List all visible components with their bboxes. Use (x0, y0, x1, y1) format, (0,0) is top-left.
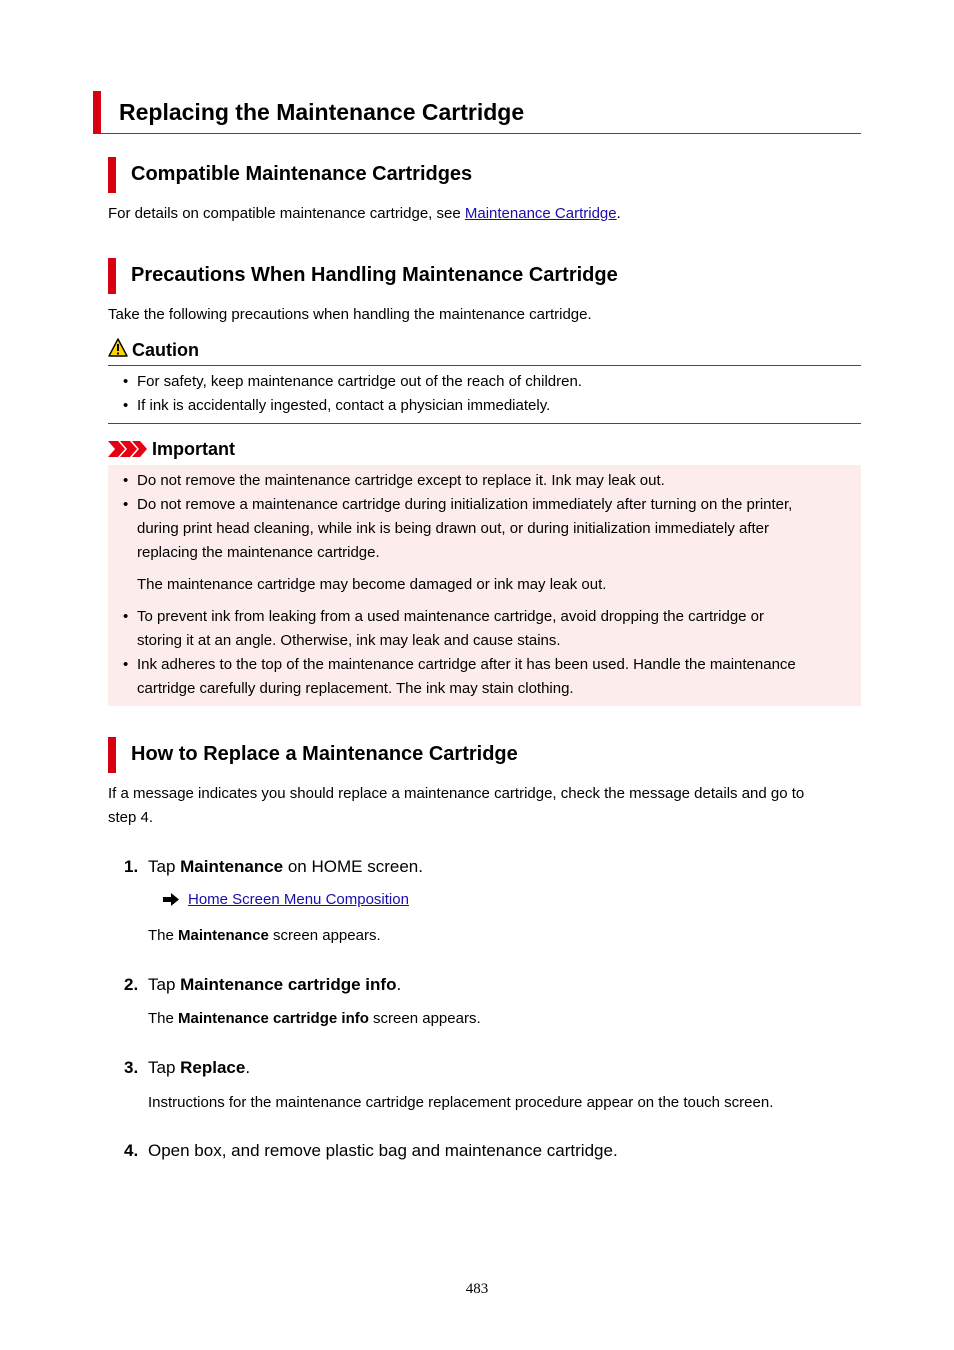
precautions-intro: Take the following precautions when handling the maintenance cartridge. (108, 306, 592, 323)
page-title-text: Replacing the Maintenance Cartridge (119, 99, 525, 125)
list-item: • Ink adheres to the top of the maintenance cartridge after it has been used. Handle the maintenance cartridge carefully during replacement. The ink may stain clothing. (108, 653, 796, 701)
home-screen-link-row (163, 889, 409, 911)
heading-accent-bar (108, 737, 116, 773)
step-3-note: Instructions for the maintenance cartridge replacement procedure appear on the touch screen. (148, 1094, 774, 1111)
triple-chevron-icon (108, 441, 148, 457)
caution-divider (108, 423, 861, 424)
home-screen-menu-composition-link[interactable]: Home Screen Menu Composition (188, 891, 409, 908)
section-heading-compatible: Compatible Maintenance Cartridges (108, 157, 861, 193)
list-item: • To prevent ink from leaking from a used maintenance cartridge, avoid dropping the cartridge or storing it at an angle. Otherwise, ink may leak and cause stains. (108, 605, 796, 653)
warning-triangle-icon (108, 338, 128, 357)
howto-intro: If a message indicates you should replace a maintenance cartridge, check the message details and go to step 4. (108, 785, 805, 826)
caution-header (108, 337, 861, 366)
step-3: 3. Tap Replace. (124, 1058, 251, 1077)
step-2: 2. Tap Maintenance cartridge info. (124, 975, 402, 994)
important-list (108, 469, 796, 701)
step-4: 4. Open box, and remove plastic bag and maintenance cartridge. (124, 1141, 618, 1160)
section-heading-howto: How to Replace a Maintenance Cartridge (108, 737, 861, 773)
caution-list (108, 370, 582, 418)
list-item: • If ink is accidentally ingested, contact a physician immediately. (108, 394, 582, 418)
page-title (93, 91, 861, 134)
caution-label: Caution (132, 340, 199, 360)
title-accent-bar (93, 91, 101, 133)
step-1-note: The Maintenance screen appears. (148, 927, 381, 944)
important-header (108, 437, 861, 465)
list-item: • Do not remove a maintenance cartridge during initialization immediately after turning on the printer, during print head cleaning, while ink is being drawn out, or during initialization immediately after replacing the maintenance cartridge. (108, 493, 796, 565)
important-label: Important (152, 439, 235, 459)
page-number: 483 (465, 1281, 489, 1297)
compatible-paragraph: For details on compatible maintenance cartridge, see Maintenance Cartridge. (108, 205, 621, 222)
arrow-right-icon (163, 893, 180, 906)
step-2-note: The Maintenance cartridge info screen appears. (148, 1010, 481, 1027)
heading-accent-bar (108, 157, 116, 193)
section-heading-precautions: Precautions When Handling Maintenance Cartridge (108, 258, 861, 294)
maintenance-cartridge-link[interactable]: Maintenance Cartridge (464, 205, 617, 222)
heading-accent-bar (108, 258, 116, 294)
list-item: • Do not remove the maintenance cartridge except to replace it. Ink may leak out. (108, 469, 796, 493)
step-1: 1. Tap Maintenance on HOME screen. (124, 857, 423, 876)
list-item: • For safety, keep maintenance cartridge out of the reach of children. (108, 370, 582, 394)
list-item-note: The maintenance cartridge may become damaged or ink may leak out. (137, 576, 607, 593)
